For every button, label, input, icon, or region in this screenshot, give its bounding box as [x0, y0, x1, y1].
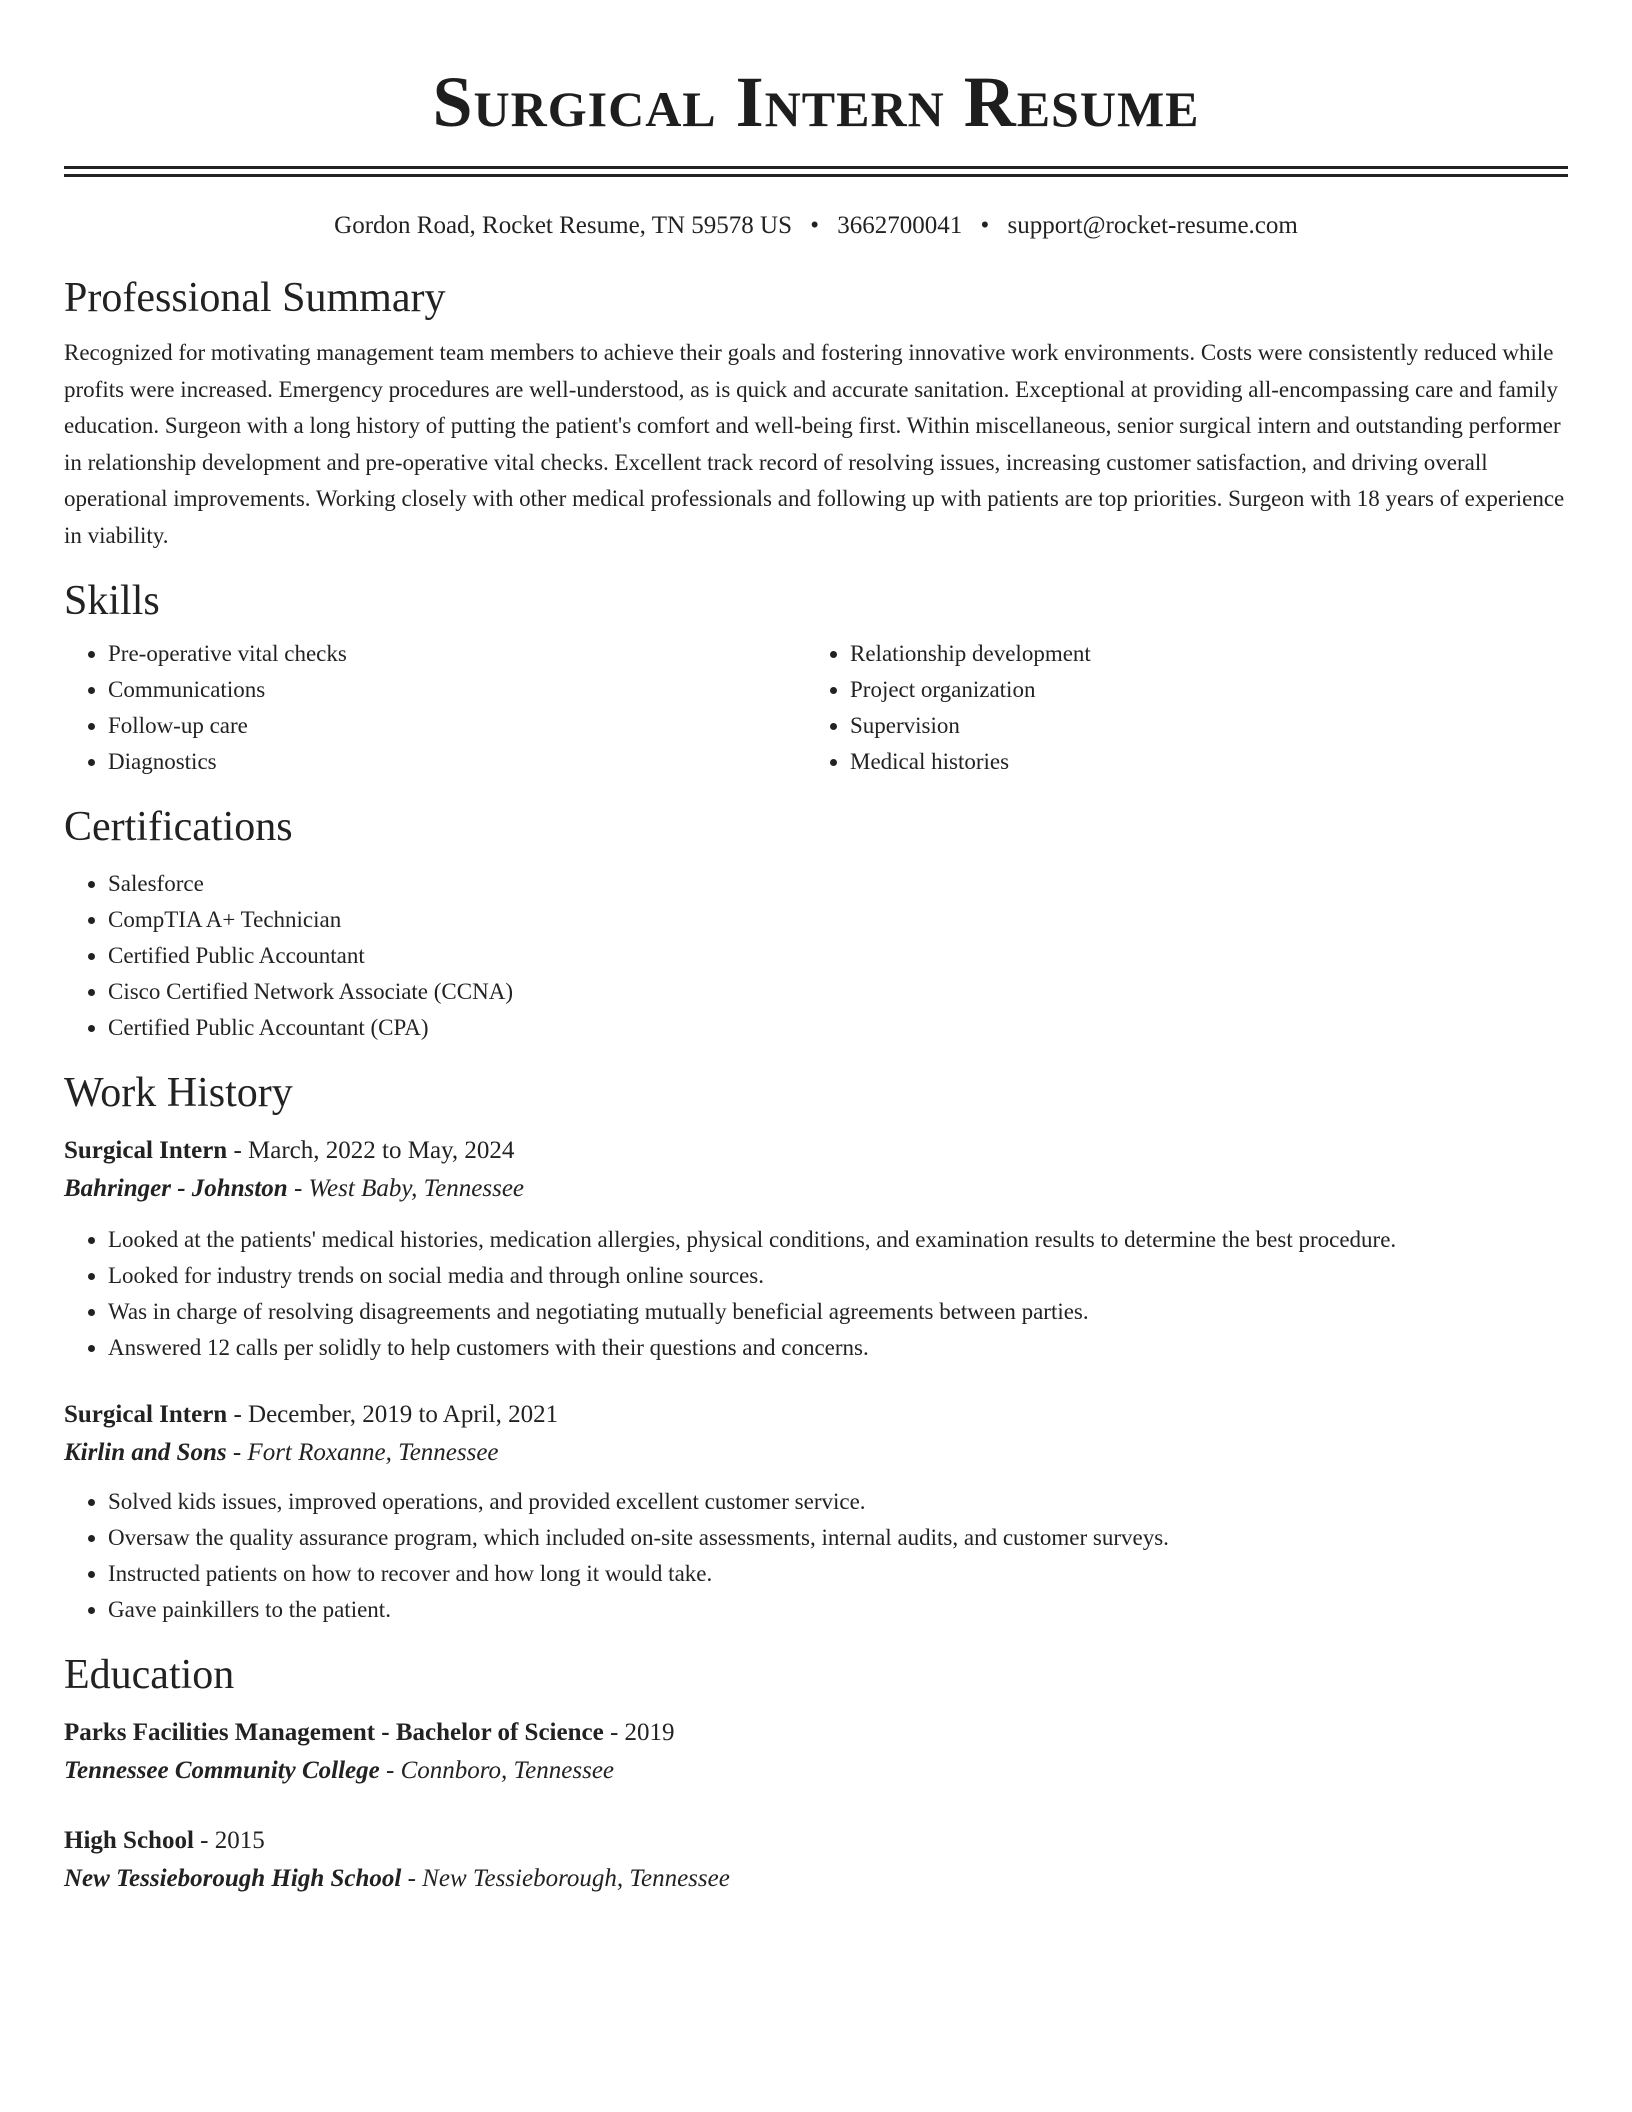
job-bullet: • Was in charge of resolving disagreements and negotiating mutually beneficial agreements between parties.: [108, 1294, 1568, 1330]
job-location: Fort Roxanne, Tennessee: [247, 1439, 499, 1466]
contact-separator: •: [980, 212, 990, 239]
dash: -: [287, 1175, 309, 1202]
education-school: New Tessieborough High School: [64, 1865, 402, 1892]
job-title: Surgical Intern: [64, 1137, 228, 1164]
job-title-line: [64, 1132, 1568, 1170]
skills-heading: Skills: [64, 578, 160, 624]
certification-item: • CompTIA A+ Technician: [108, 902, 1568, 938]
education-school: Tennessee Community College: [64, 1757, 380, 1784]
job-bullet: • Looked for industry trends on social media and through online sources.: [108, 1258, 1568, 1294]
education-school-line: [64, 1860, 1568, 1898]
job-bullet: • Answered 12 calls per solidly to help customers with their questions and concerns.: [108, 1330, 1568, 1366]
dash: -: [603, 1719, 625, 1746]
education-location: Connboro, Tennessee: [400, 1757, 615, 1784]
skill-item: • Diagnostics: [108, 744, 806, 780]
work-history-heading: Work History: [64, 1070, 293, 1116]
title-divider-top: [64, 166, 1568, 169]
job-entry: [64, 1396, 1568, 1628]
skills-column-left: [64, 636, 806, 780]
certifications-heading: Certifications: [64, 804, 293, 850]
job-dates: December, 2019 to April, 2021: [248, 1401, 559, 1428]
skill-item: • Follow-up care: [108, 708, 806, 744]
skill-item: • Project organization: [850, 672, 1091, 708]
contact-separator: •: [810, 212, 820, 239]
education-degree: High School: [64, 1827, 194, 1854]
job-bullet: • Instructed patients on how to recover and how long it would take.: [108, 1556, 1568, 1592]
job-bullets: [64, 1222, 1568, 1366]
job-bullet: • Solved kids issues, improved operations, and provided excellent customer service.: [108, 1484, 1568, 1520]
job-title: Surgical Intern: [64, 1401, 228, 1428]
dash: -: [227, 1401, 249, 1428]
job-company: Bahringer - Johnston: [64, 1175, 288, 1202]
job-dates: March, 2022 to May, 2024: [248, 1137, 515, 1164]
job-company: Kirlin and Sons: [64, 1439, 227, 1466]
education-year: 2015: [214, 1827, 265, 1854]
certification-item: • Salesforce: [108, 866, 1568, 902]
certifications-list: [64, 866, 1568, 1046]
skill-item: • Medical histories: [850, 744, 1091, 780]
summary-heading: Professional Summary: [64, 275, 446, 321]
summary-text: Recognized for motivating management team members to achieve their goals and fostering innovative work environments. Costs were consistently reduced while profits were increased. Emergency procedures are well-understood, as is quick and accurate sanitation. Exceptional at providing all-encompassing care and family education. Surgeon with a long history of putting the patient's comfort and well-being first. Within miscellaneous, senior surgical intern and outstanding performer in relationship development and pre-operative vital checks. Excellent track record of resolving issues, increasing customer satisfaction, and driving overall operational improvements. Working closely with other medical professionals and following up with patients are top priorities. Surgeon with 18 years of experience in viability.: [64, 340, 1565, 548]
job-company-line: [64, 1170, 1568, 1208]
skills-column-right: [806, 636, 1091, 780]
certification-item: • Certified Public Accountant: [108, 938, 1568, 974]
skill-item: • Relationship development: [850, 636, 1091, 672]
job-title-line: [64, 1396, 1568, 1434]
certification-item: • Cisco Certified Network Associate (CCNA): [108, 974, 1568, 1010]
education-year: 2019: [624, 1719, 675, 1746]
education-degree: Parks Facilities Management - Bachelor of Science: [64, 1719, 604, 1746]
job-location: West Baby, Tennessee: [308, 1175, 525, 1202]
job-bullet: • Looked at the patients' medical histories, medication allergies, physical conditions, and examination results to determine the best procedure.: [108, 1222, 1568, 1258]
job-entry: [64, 1132, 1568, 1366]
contact-address: Gordon Road, Rocket Resume, TN 59578 US: [334, 212, 792, 239]
education-location: New Tessieborough, Tennessee: [422, 1865, 730, 1892]
education-entry: [64, 1714, 1568, 1790]
skills-grid: [64, 636, 1568, 780]
skill-item: • Pre-operative vital checks: [108, 636, 806, 672]
contact-line: [64, 211, 1568, 241]
education-heading: Education: [64, 1652, 235, 1698]
certification-item: • Certified Public Accountant (CPA): [108, 1010, 1568, 1046]
dash: -: [379, 1757, 401, 1784]
skill-item: • Supervision: [850, 708, 1091, 744]
job-company-line: [64, 1434, 1568, 1472]
dash: -: [227, 1137, 249, 1164]
resume-title: Surgical Intern Resume: [432, 62, 1200, 142]
job-bullets: [64, 1484, 1568, 1628]
education-school-line: [64, 1752, 1568, 1790]
title-divider-bottom: [64, 174, 1568, 177]
job-bullet: • Gave painkillers to the patient.: [108, 1592, 1568, 1628]
dash: -: [193, 1827, 215, 1854]
contact-phone: 3662700041: [837, 212, 963, 239]
job-bullet: • Oversaw the quality assurance program, which included on-site assessments, internal audits, and customer surveys.: [108, 1520, 1568, 1556]
education-entry: [64, 1822, 1568, 1898]
education-degree-line: [64, 1822, 1568, 1860]
dash: -: [226, 1439, 248, 1466]
education-degree-line: [64, 1714, 1568, 1752]
contact-email: support@rocket-resume.com: [1007, 212, 1298, 239]
skill-item: • Communications: [108, 672, 806, 708]
dash: -: [401, 1865, 423, 1892]
